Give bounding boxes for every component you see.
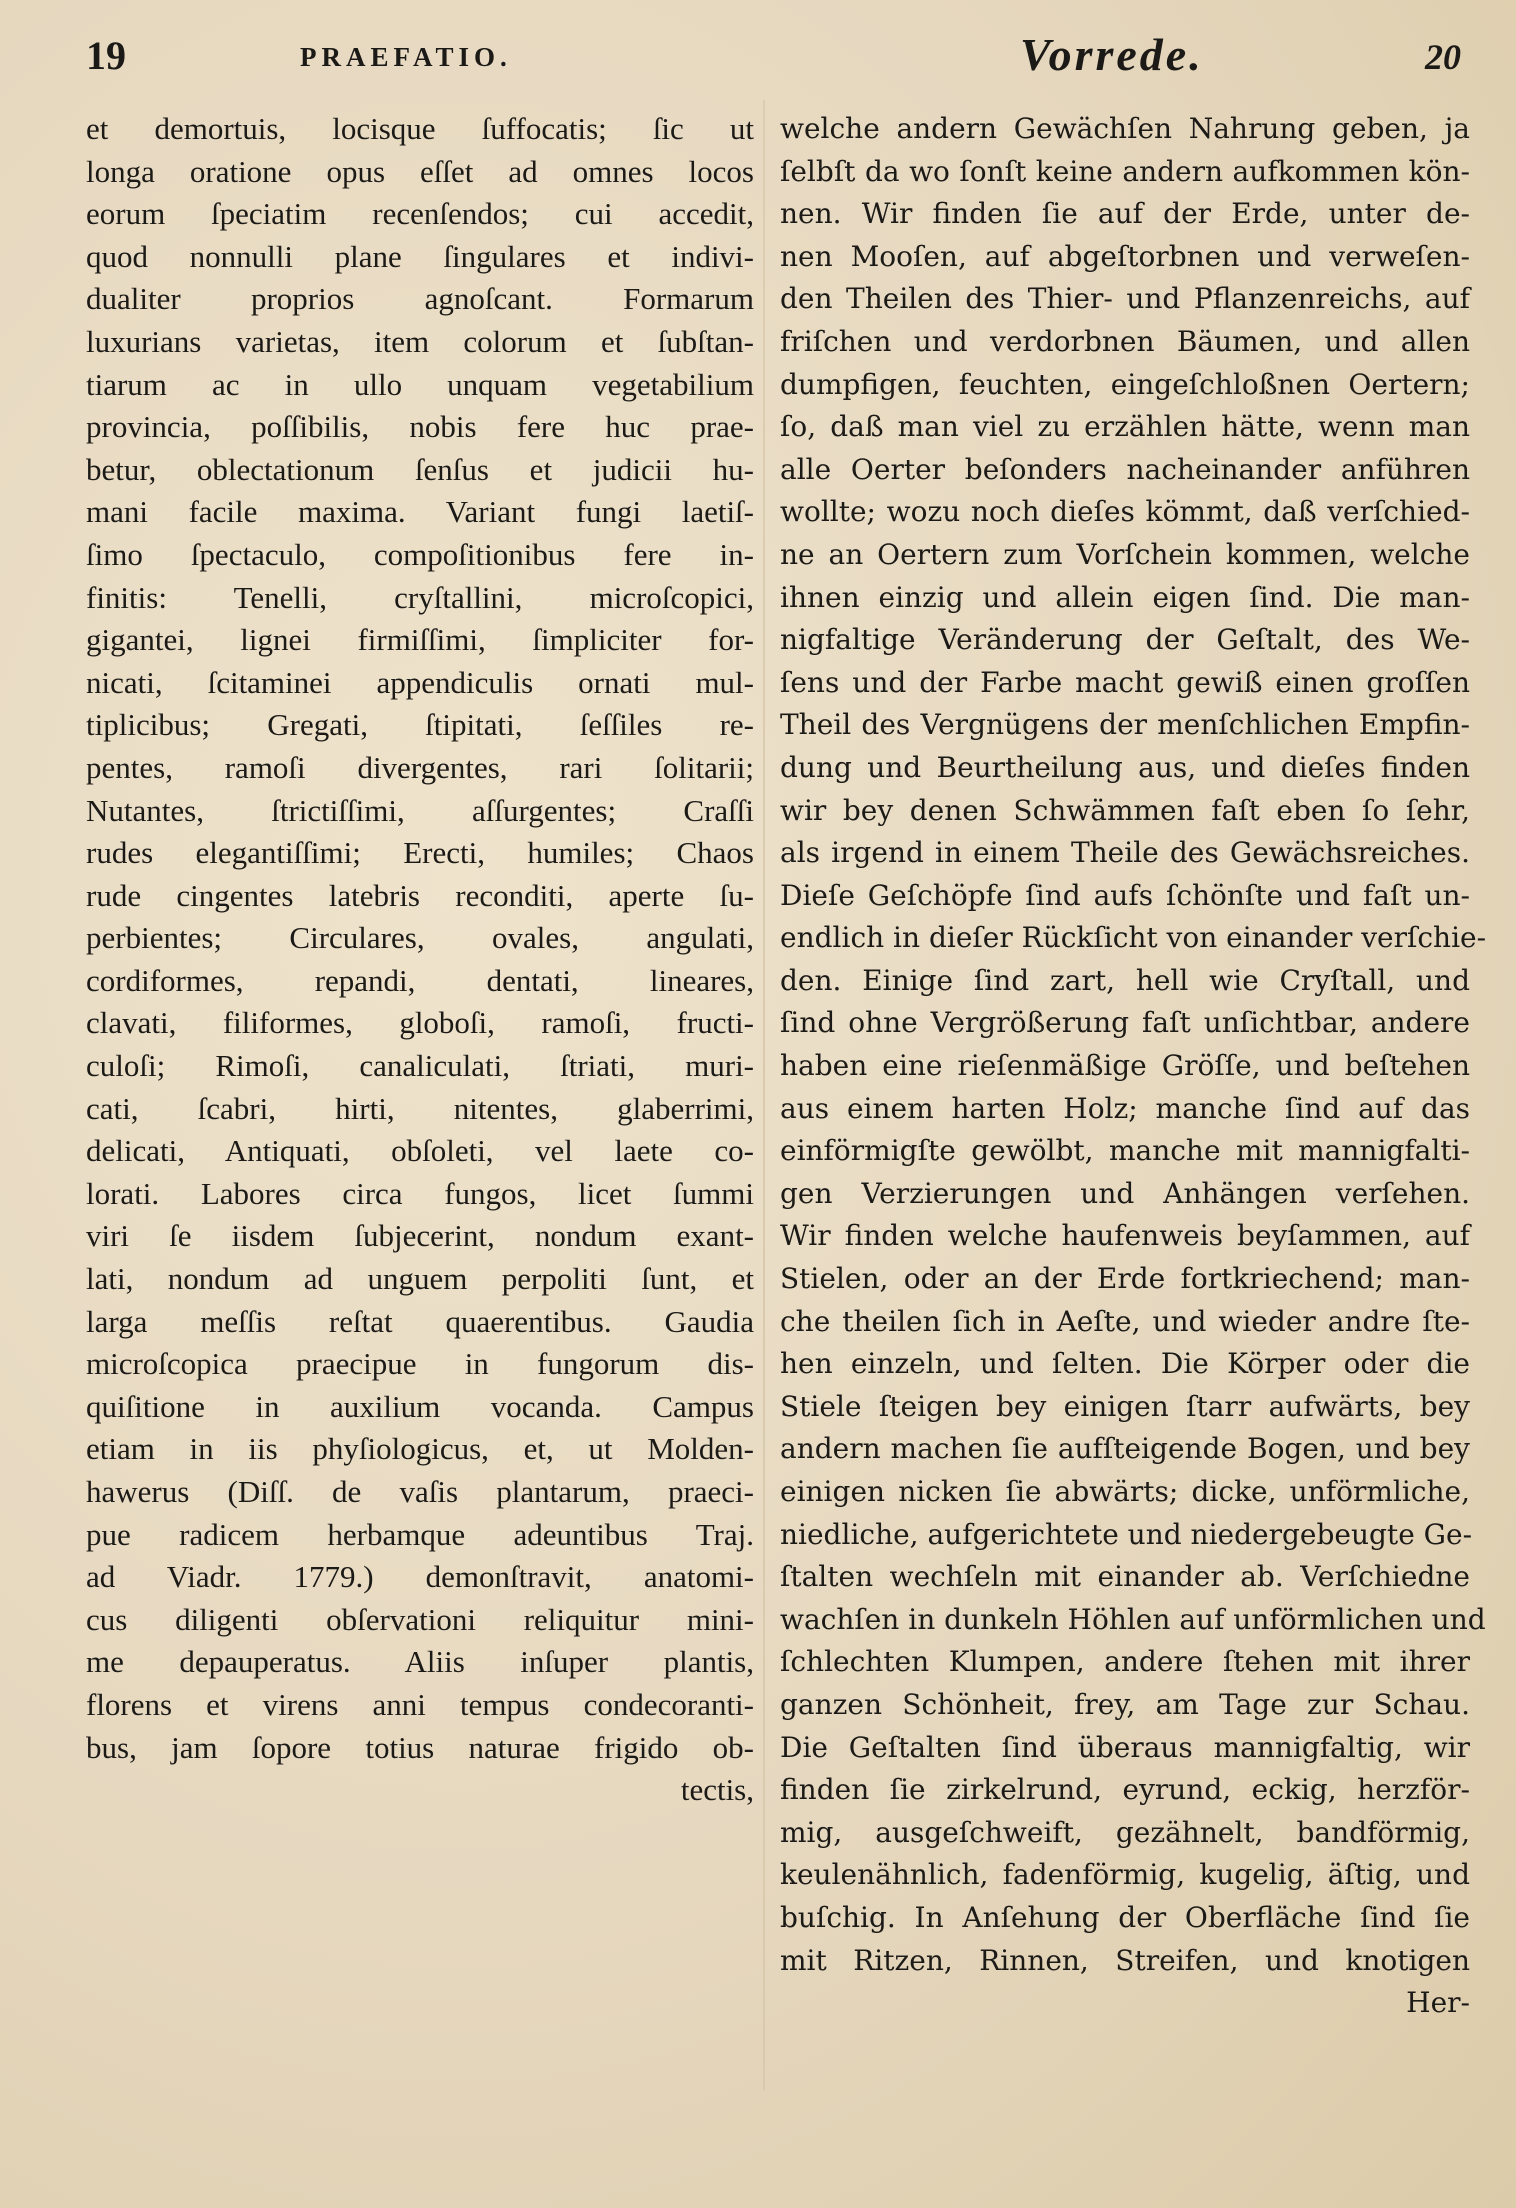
german-text-line: nen. Wir finden ſie auf der Erde, unter de- (780, 197, 1470, 231)
german-text-line: ne an Oertern zum Vorſchein kommen, welche (780, 537, 1470, 571)
running-title-latin: PRAEFATIO. (300, 42, 512, 72)
german-text-line: nigfaltige Veränderung der Geſtalt, des We- (780, 623, 1470, 657)
german-text-line: ſelbſt da wo ſonſt keine andern aufkommen kön- (780, 154, 1470, 188)
latin-text-line: florens et virens anni tempus condecoranti- (86, 1686, 754, 1722)
german-text-line: niedliche, aufgerichtete und niedergebeugte Ge- (780, 1517, 1473, 1551)
latin-text-line: longa oratione opus eſſet ad omnes locos (86, 153, 754, 189)
german-text-line: friſchen und verdorbnen Bäumen, und allen (780, 324, 1470, 358)
german-text-line: Dieſe Geſchöpfe ſind aufs ſchönſte und faſt un- (780, 878, 1470, 912)
column-divider (763, 100, 765, 2090)
latin-text-line: cus diligenti obſervationi reliquitur mini- (86, 1601, 754, 1637)
german-text-line: nen Mooſen, auf abgeſtorbnen und verweſen- (780, 239, 1470, 273)
german-text-line: einförmigſte gewölbt, manche mit mannigfalti- (780, 1134, 1470, 1168)
latin-text-line: rudes elegantiſſimi; Erecti, humiles; Chaos (86, 835, 754, 871)
latin-text-line: culoſi; Rimoſi, canaliculati, ſtriati, muri- (86, 1048, 754, 1084)
german-text-line: che theilen ſich in Aeſte, und wieder andre ſte- (780, 1304, 1470, 1338)
latin-text-line: cati, ſcabri, hirti, nitentes, glaberrimi, (86, 1090, 754, 1126)
latin-text-line: dualiter proprios agnoſcant. Formarum (86, 281, 754, 317)
page-number-left: 19 (86, 33, 126, 78)
page-number-right: 20 (1425, 37, 1461, 77)
german-text-line: Stielen, oder an der Erde fortkriechend; man- (780, 1262, 1470, 1296)
latin-text-line: quod nonnulli plane ſingulares et indivi- (86, 238, 754, 274)
latin-text-line: finitis: Tenelli, cryſtallini, microſcopici, (86, 579, 754, 615)
german-text-line: buſchig. In Anſehung der Oberfläche ſind ſie (780, 1900, 1470, 1934)
latin-text-line: eorum ſpeciatim recenſendos; cui accedit, (86, 196, 754, 232)
german-text-line: gen Verzierungen und Anhängen verſehen. (780, 1176, 1470, 1210)
german-text-line: andern machen ſie aufſteigende Bogen, und bey (780, 1432, 1470, 1466)
german-text-line: hen einzeln, und ſelten. Die Körper oder die (780, 1347, 1470, 1381)
german-text-line: welche andern Gewächſen Nahrung geben, ja (780, 112, 1470, 145)
latin-text-line: et demortuis, locisque ſuffocatis; ſic ut (86, 111, 754, 146)
latin-text-line: clavati, filiformes, globoſi, ramoſi, fructi- (86, 1005, 754, 1041)
latin-text-line: rude cingentes latebris reconditi, aperte ſu- (86, 877, 754, 913)
german-text-line: ſchlechten Klumpen, andere ſtehen mit ihrer (780, 1645, 1470, 1679)
german-text-line: einigen nicken ſie abwärts; dicke, unförmliche, (780, 1475, 1470, 1508)
german-text-line: als irgend in einem Theile des Gewächsreiches. (780, 836, 1470, 870)
latin-text-line: delicati, Antiquati, obſoleti, vel laete co- (86, 1133, 754, 1169)
latin-text-line: ad Viadr. 1779.) demonſtravit, anatomi- (86, 1559, 754, 1595)
latin-text-line: viri ſe iisdem ſubjecerint, nondum exant- (86, 1218, 754, 1254)
latin-text-line: mani facile maxima. Variant fungi laetiſ- (86, 494, 754, 530)
german-text-line: Wir finden welche haufenweis beyſammen, auf (780, 1219, 1470, 1253)
running-header (0, 29, 1516, 92)
latin-text-line: tectis, (680, 1772, 754, 1808)
german-text-line: dumpfigen, feuchten, eingeſchloßnen Oertern; (780, 367, 1470, 401)
latin-text-line: microſcopica praecipue in fungorum dis- (86, 1346, 754, 1382)
latin-text-line: perbientes; Circulares, ovales, angulati, (86, 920, 754, 956)
latin-text-line: hawerus (Diſſ. de vaſis plantarum, praeci- (86, 1474, 754, 1509)
german-text-line: haben eine rieſenmäßige Gröſſe, und beſtehen (780, 1049, 1470, 1083)
latin-text-line: tiarum ac in ullo unquam vegetabilium (86, 366, 754, 402)
german-text-line: ſens und der Farbe macht gewiß einen groſſen (780, 665, 1470, 699)
latin-text-line: luxurians varietas, item colorum et ſubſtan- (86, 323, 754, 359)
latin-text-line: lati, nondum ad unguem perpoliti ſunt, et (86, 1261, 754, 1297)
german-text-line: Her- (1406, 1986, 1470, 2020)
german-text-line: wollte; wozu noch dieſes kömmt, daß verſchied- (780, 495, 1470, 529)
latin-text-line: gigantei, lignei firmiſſimi, ſimpliciter for- (86, 622, 754, 658)
latin-text-line: tiplicibus; Gregati, ſtipitati, ſeſſiles re- (86, 707, 754, 743)
latin-text-line: bus, jam ſopore totius naturae frigido ob- (86, 1729, 754, 1765)
german-text-line: wir bey denen Schwämmen faſt eben ſo ſehr, (780, 793, 1470, 827)
latin-text-line: nicati, ſcitaminei appendiculis ornati mul- (86, 664, 754, 700)
german-text-line: ganzen Schönheit, frey, am Tage zur Schau. (780, 1687, 1470, 1721)
latin-text-line: me depauperatus. Aliis inſuper plantis, (86, 1644, 754, 1680)
german-text-line: den. Einige ſind zart, hell wie Cryſtall, und (780, 963, 1470, 997)
latin-text-line: pue radicem herbamque adeuntibus Traj. (86, 1516, 754, 1552)
running-title-german: Vorrede. (1020, 29, 1204, 80)
latin-text-line: lorati. Labores circa fungos, licet ſummi (86, 1175, 754, 1211)
latin-text-line: etiam in iis phyſiologicus, et, ut Molden- (86, 1431, 754, 1467)
german-text-line: ihnen einzig und allein eigen ſind. Die man- (780, 580, 1470, 614)
german-text-line: den Theilen des Thier- und Pflanzenreichs, auf (780, 282, 1470, 316)
german-text-line: endlich in dieſer Rückſicht von einander verſchie- (780, 921, 1487, 955)
german-text-line: dung und Beurtheilung aus, und dieſes finden (780, 750, 1470, 784)
latin-text-line: cordiformes, repandi, dentati, lineares, (86, 962, 754, 998)
german-text-line: ſo, daß man viel zu erzählen hätte, wenn man (780, 410, 1470, 444)
latin-text-line: ſimo ſpectaculo, compoſitionibus fere in- (86, 536, 754, 572)
german-text-line: Stiele ſteigen bey einigen ſtarr aufwärts, bey (780, 1389, 1470, 1423)
german-text-line: mit Ritzen, Rinnen, Streifen, und knotigen (780, 1943, 1470, 1977)
latin-text-line: provincia, poſſibilis, nobis fere huc prae- (86, 409, 754, 445)
latin-text-line: Nutantes, ſtrictiſſimi, aſſurgentes; Craſſi (86, 792, 754, 828)
latin-text-column (86, 108, 754, 1812)
german-text-line: ſind ohne Vergrößerung faſt unſichtbar, andere (780, 1006, 1470, 1040)
latin-text-line: betur, oblectationum ſenſus et judicii hu- (86, 451, 754, 487)
german-text-line: wachſen in dunkeln Höhlen auf unförmlichen und (780, 1602, 1486, 1636)
latin-text-line: quiſitione in auxilium vocanda. Campus (86, 1388, 754, 1424)
latin-text-line: pentes, ramoſi divergentes, rari ſolitarii; (86, 749, 754, 785)
german-text-line: ſtalten wechſeln mit einander ab. Verſchiedne (780, 1560, 1470, 1594)
german-text-line: keulenähnlich, fadenförmig, kugelig, äſtig, und (780, 1858, 1470, 1892)
german-text-line: finden ſie zirkelrund, eyrund, eckig, herzför- (780, 1773, 1470, 1807)
german-text-line: Theil des Vergnügens der menſchlichen Empfin- (780, 708, 1470, 742)
german-text-column (780, 108, 1487, 2025)
german-text-line: mig, ausgeſchweift, gezähnelt, bandförmig, (780, 1815, 1470, 1849)
german-text-line: Die Geſtalten ſind überaus mannigfaltig, wir (780, 1730, 1470, 1764)
german-text-line: alle Oerter beſonders nacheinander anführen (780, 452, 1470, 486)
latin-text-line: larga meſſis reſtat quaerentibus. Gaudia (86, 1303, 754, 1339)
german-text-line: aus einem harten Holz; manche ſind auf das (780, 1091, 1470, 1125)
